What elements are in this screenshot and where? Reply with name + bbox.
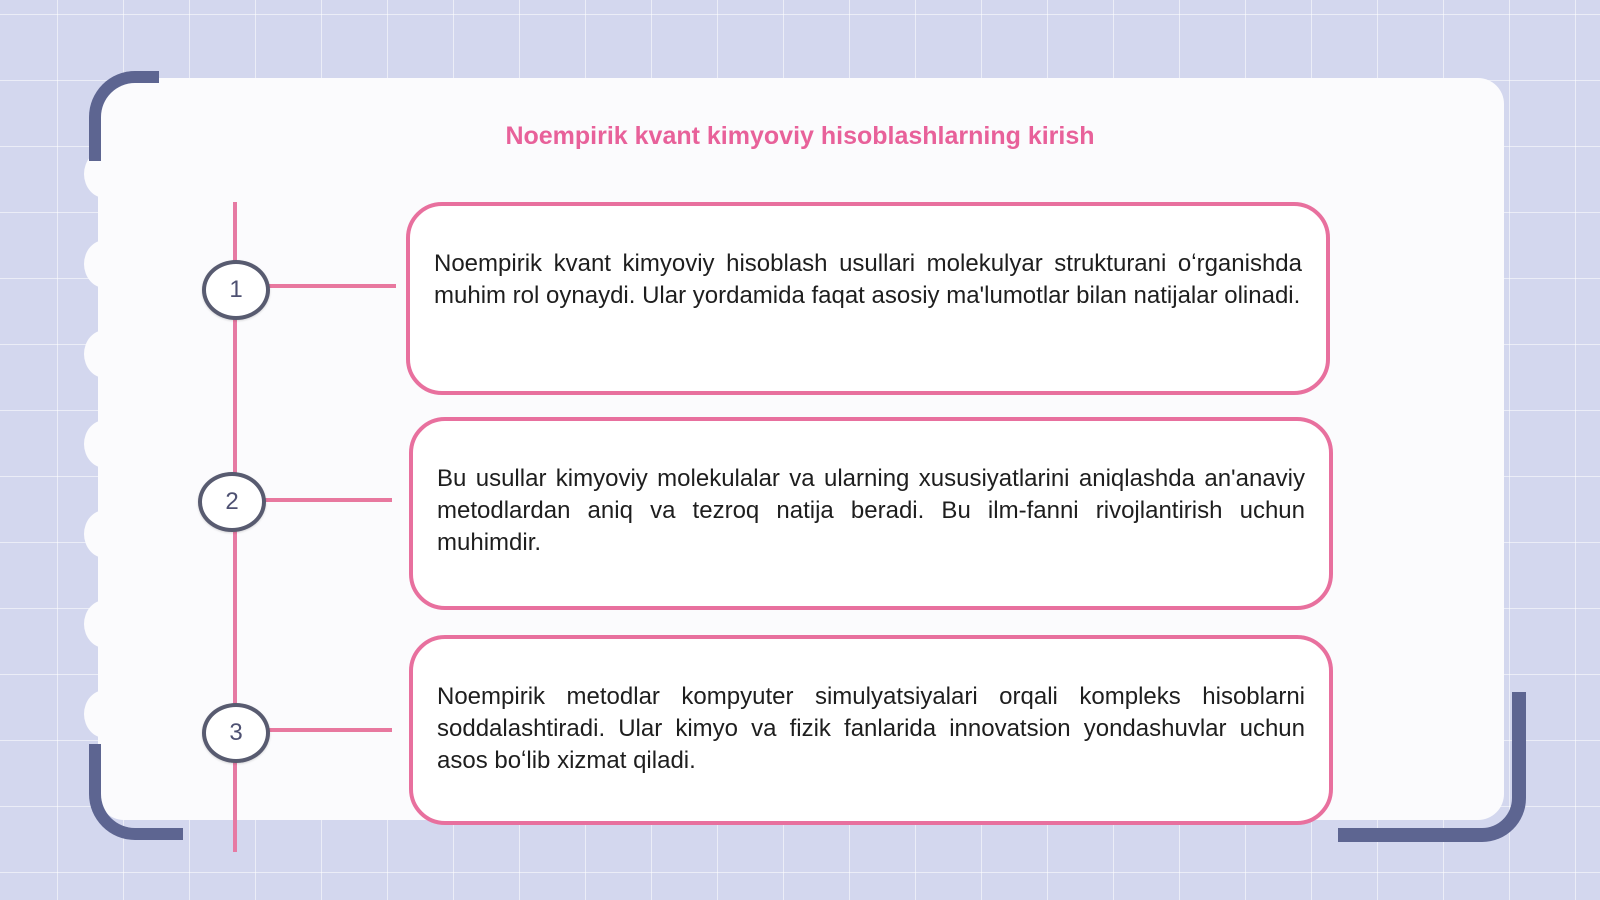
step-number-1: 1 (202, 260, 270, 320)
step-text-2: Bu usullar kimyoviy molekulalar va ularning xususiyatlarini aniqlashda an'anaviy metodlardan aniq va tezroq natija beradi. Bu ilm-fanni rivojlantirish uchun muhimdir. (437, 465, 1305, 556)
card-scallop (84, 690, 126, 738)
card-scallop (84, 510, 126, 558)
timeline-connector (268, 728, 392, 732)
step-box-1 (406, 202, 1330, 395)
step-box-2 (409, 417, 1333, 610)
card-scallop (84, 330, 126, 378)
corner-bracket-bottom-right (1338, 692, 1526, 842)
timeline-connector (268, 284, 396, 288)
card-scallop (84, 600, 126, 648)
corner-bracket-bottom-left (89, 744, 183, 840)
step-number-2: 2 (198, 472, 266, 532)
step-box-3 (409, 635, 1333, 825)
card-scallop (84, 240, 126, 288)
page-title: Noempirik kvant kimyoviy hisoblashlarning kirish (505, 122, 1095, 150)
timeline-connector (264, 498, 392, 502)
step-text-1: Noempirik kvant kimyoviy hisoblash usullari molekulyar strukturani oʻrganishda muhim rol oynaydi. Ular yordamida faqat asosiy ma'lumotlar bilan natijalar olinadi. (434, 250, 1302, 309)
card-scallop (84, 420, 126, 468)
corner-bracket-top-left (89, 71, 159, 161)
step-text-3: Noempirik metodlar kompyuter simulyatsiyalari orqali kompleks hisoblarni soddalashtiradi. Ular kimyo va fizik fanlarida innovatsion yondashuvlar uchun asos boʻlib xizmat qiladi. (437, 683, 1305, 774)
step-number-3: 3 (202, 703, 270, 763)
